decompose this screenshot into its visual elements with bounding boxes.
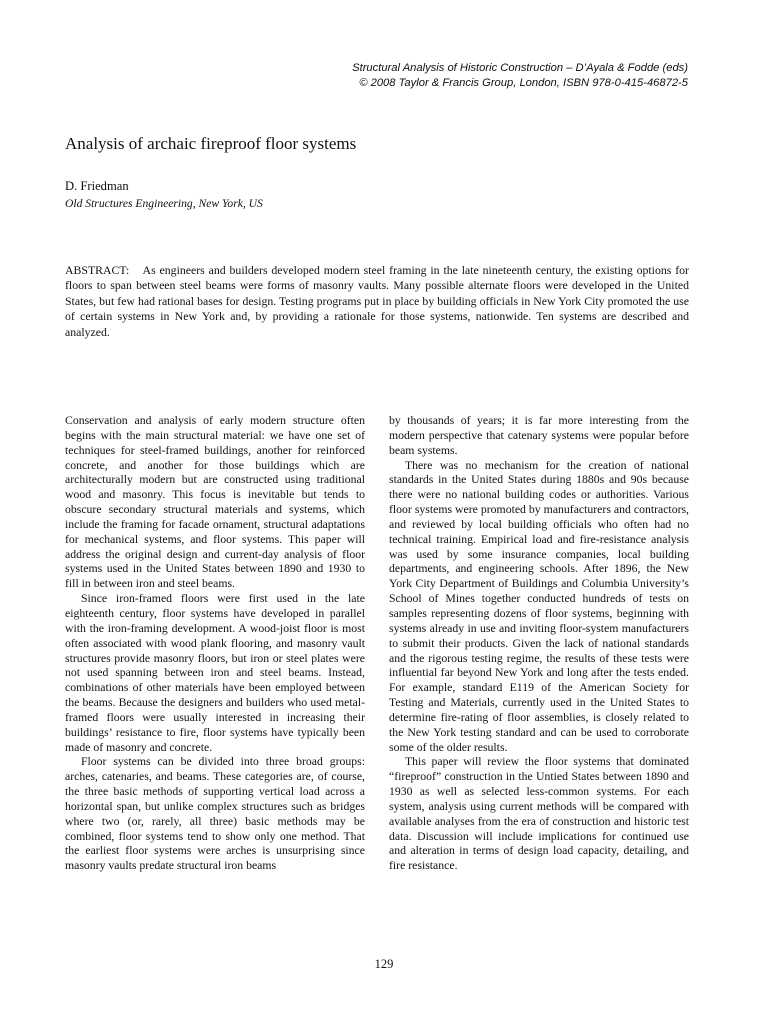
body-paragraph: by thousands of years; it is far more interesting from the modern perspective that catenary systems were popular before beam systems. [389,414,689,457]
body-paragraph: Floor systems can be divided into three broad groups: arches, catenaries, and beams. These categories are, of course, the three basic methods of supporting vertical load across a horizontal span, but unlike complex structures such as bridges where two (or, rarely, all three) basic methods may be combined, floor systems tend to show only one method. That the earliest floor systems were arches is unsurprising since masonry vaults predate structural iron beams [65,755,365,873]
running-header [352,61,688,90]
header-copyright-line: © 2008 Taylor & Francis Group, London, ISBN 978-0-415-46872-5 [359,76,688,89]
body-paragraph: Conservation and analysis of early modern structure often begins with the main structural material: we have one set of techniques for steel-framed buildings, another for reinforced concrete, and another for those buildings which are architecturally modern but are constructed using traditional wood and masonry. This focus is inevitable but tends to obscure secondary structural materials and systems, which include the framing for facade ornament, structural adaptations for mechanical systems, and floor systems. This paper will address the original design and current-day analysis of floor systems used in the United States between 1890 and 1930 to fill in between iron and steel beams. [65,414,365,591]
abstract [65,263,689,340]
body-column-right [389,414,689,874]
page-number: 129 [374,957,394,971]
abstract-text: As engineers and builders developed modern steel framing in the late nineteenth century, the existing options for floors to span between steel beams were forms of masonry vaults. Many possible alternate floors were developed in the United States, but few had rational bases for design. Testing programs put in place by building officials in New York City promoted the use of certain systems in New York and, by providing a rationale for those systems, nationwide. Ten systems are described and analyzed. [65,263,689,339]
body-paragraph: Since iron-framed floors were first used in the late eighteenth century, floor systems have developed in parallel with the iron-framing development. A wood-joist floor is most often associated with wood plank flooring, and masonry vault structures provide masonry floors, but iron or steel plates were not used spanning between iron and steel beams. Instead, combinations of other materials have been employed between the beams. Because the designers and builders who used metal-framed floors were usually interested in increasing their buildings’ resistance to fire, floor systems have typically been made of masonry and concrete. [65,592,365,754]
abstract-label: ABSTRACT: [65,263,130,277]
author-name: D. Friedman [65,179,129,193]
body-paragraph: There was no mechanism for the creation of national standards in the United States during 1880s and 90s because there were no national building codes or authorities. Various floor systems were promoted by manufacturers and contractors, and reviewed by local building officials who often had no technical training. Empirical load and fire-resistance analysis was used by some insurance companies, local building departments, and engineering schools. After 1896, the New York City Department of Buildings and Columbia University’s School of Mines together conducted hundreds of tests on samples representing dozens of floor systems, beginning with systems already in use and inviting floor-system manufacturers to submit their products. Given the lack of national standards and the rigorous testing regime, the results of these tests were influential far beyond New York and long after the tests ended. For example, standard E119 of the American Society for Testing and Materials, currently used in the United States to determine fire-rating of floor assemblies, is closely related to the New York testing standard and can be used to corroborate some of the older results. [389,458,689,754]
header-volume-line: Structural Analysis of Historic Construction – D’Ayala & Fodde (eds) [352,62,688,74]
paper-title: Analysis of archaic fireproof floor systems [65,134,357,153]
body-paragraph: This paper will review the floor systems that dominated “fireproof” construction in the Untied States between 1890 and 1930 as well as selected less-common systems. For each system, analysis using current methods will be compared with available analyses from the era of construction and historic test data. Discussion will include implications for continued use and alteration in terms of design load capacity, detailing, and fire resistance. [389,755,689,873]
body-column-left [65,414,365,874]
author-affiliation: Old Structures Engineering, New York, US [65,197,263,210]
